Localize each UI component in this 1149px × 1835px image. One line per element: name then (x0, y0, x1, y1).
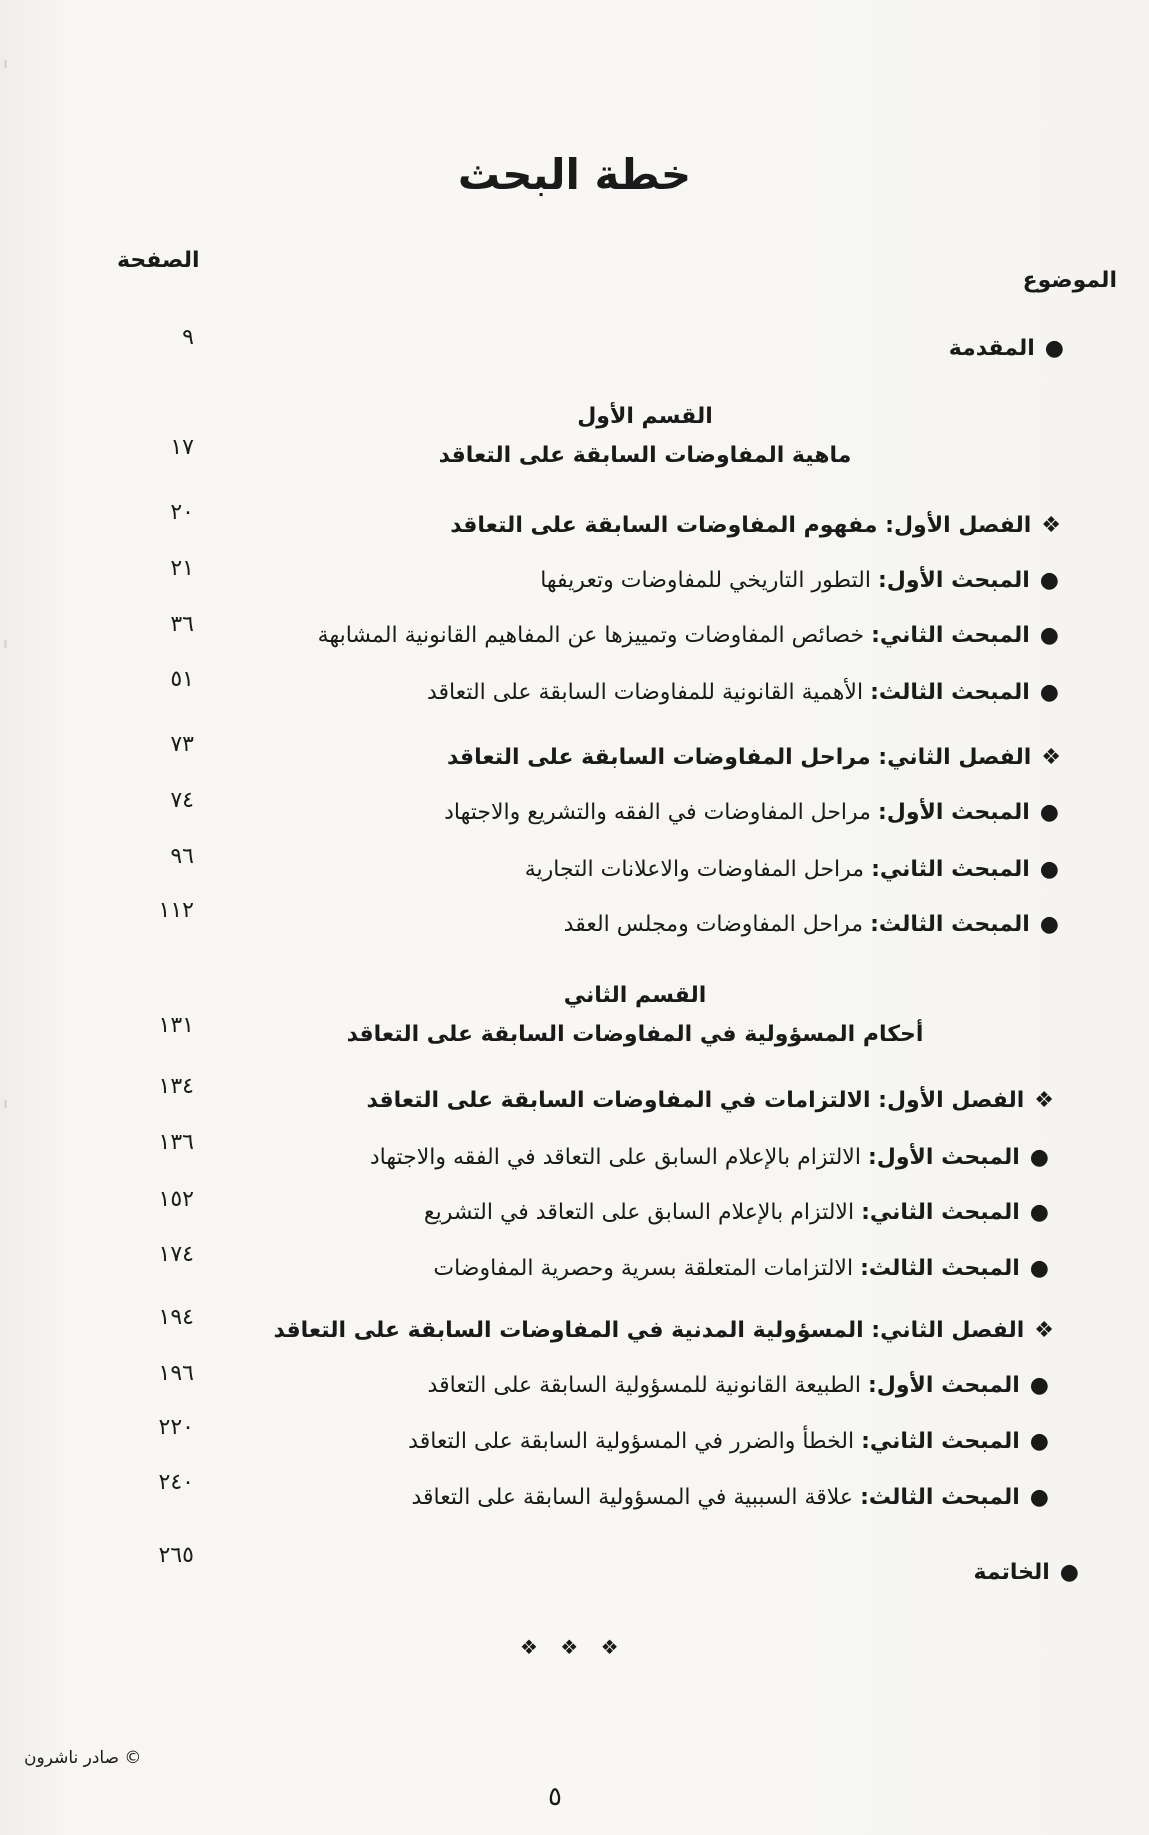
page-number: ٢٤٠ (158, 1470, 194, 1495)
bullet-icon: ● (1039, 623, 1059, 648)
section-title: الالتزام بالإعلام السابق على التعاقد في التشريع (423, 1200, 855, 1225)
page-number: ١٣٦ (158, 1130, 194, 1155)
bullet-icon: ● (1044, 336, 1064, 361)
section-label: المبحث الثاني: (871, 857, 1030, 882)
bullet-icon: ● (1029, 1256, 1049, 1281)
page-number: ٢٦٥ (158, 1543, 194, 1568)
chapter-title: مفهوم المفاوضات السابقة على التعاقد (450, 513, 878, 538)
toc-entry-section (444, 800, 1059, 825)
section-label: المبحث الأول: (877, 568, 1030, 593)
bullet-icon: ● (1029, 1429, 1049, 1454)
toc-entry-section (427, 680, 1059, 705)
section-title: خصائص المفاوضات وتمييزها عن المفاهيم القانونية المشابهة (317, 623, 865, 648)
toc-entry-section (525, 857, 1059, 882)
page-number: ٥١ (170, 667, 194, 692)
page-number: ١٣٤ (158, 1074, 194, 1099)
part-label: القسم الثاني (563, 983, 707, 1008)
chapter-label: الفصل الثاني: (878, 745, 1032, 770)
section-label: المبحث الثالث: (860, 1485, 1020, 1510)
bullet-icon: ● (1029, 1145, 1049, 1170)
edge-mark (4, 640, 7, 648)
page-number: ٧٤ (170, 788, 194, 813)
toc-entry-section (540, 568, 1059, 593)
section-title: مراحل المفاوضات والاعلانات التجارية (524, 857, 865, 882)
chapter-heading (274, 1318, 1055, 1343)
section-label: المبحث الثالث: (870, 912, 1030, 937)
toc-entry-label: المقدمة (948, 336, 1035, 361)
section-label: المبحث الأول: (867, 1373, 1020, 1398)
page-number: ٢٠ (170, 500, 194, 525)
ornament: ❖ ❖ ❖ (520, 1635, 627, 1659)
chapter-heading (450, 513, 1061, 538)
toc-entry-label: الخاتمة (973, 1560, 1050, 1585)
toc-entry-section (408, 1429, 1049, 1454)
toc-entry-section (318, 623, 1059, 648)
section-label: المبحث الأول: (867, 1145, 1020, 1170)
section-label: المبحث الثاني: (861, 1429, 1020, 1454)
copyright-notice: © صادر ناشرون (24, 1748, 142, 1768)
chapter-title: الالتزامات في المفاوضات السابقة على التعاقد (366, 1088, 871, 1113)
page-number: ١٧ (170, 435, 194, 460)
page-number: ٩٦ (170, 844, 194, 869)
page-number: ١٧٤ (158, 1242, 194, 1267)
page-number: ١٣١ (158, 1013, 194, 1038)
part-title: ماهية المفاوضات السابقة على التعاقد (438, 443, 852, 468)
section-title: مراحل المفاوضات في الفقه والتشريع والاجتهاد (444, 800, 871, 825)
page-number: ١٩٤ (158, 1305, 194, 1330)
edge-mark (4, 60, 7, 68)
page-number: ١٩٦ (158, 1361, 194, 1386)
section-title: الالتزامات المتعلقة بسرية وحصرية المفاوضات (433, 1256, 854, 1281)
section-label: المبحث الأول: (877, 800, 1030, 825)
section-title: مراحل المفاوضات ومجلس العقد (563, 912, 864, 937)
section-title: الالتزام بالإعلام السابق على التعاقد في الفقه والاجتهاد (369, 1145, 861, 1170)
toc-entry-section (564, 912, 1059, 937)
section-label: المبحث الثاني: (861, 1200, 1020, 1225)
column-header-page: الصفحة (117, 248, 200, 273)
toc-entry-section (411, 1485, 1049, 1510)
diamond-bullet-icon: ❖ (1041, 745, 1061, 770)
chapter-heading (447, 745, 1061, 770)
chapter-heading (366, 1088, 1054, 1113)
bullet-icon: ● (1059, 1560, 1079, 1585)
page-number: ١١٢ (158, 898, 194, 923)
toc-entry-section (424, 1200, 1049, 1225)
diamond-bullet-icon: ❖ (1034, 1088, 1054, 1113)
section-label: المبحث الثالث: (860, 1256, 1020, 1281)
bullet-icon: ● (1039, 568, 1059, 593)
section-title: التطور التاريخي للمفاوضات وتعريفها (540, 568, 871, 593)
part-title: أحكام المسؤولية في المفاوضات السابقة على التعاقد (346, 1022, 924, 1047)
section-label: المبحث الثاني: (871, 623, 1030, 648)
page-title: خطة البحث (457, 150, 692, 199)
bullet-icon: ● (1039, 857, 1059, 882)
section-label: المبحث الثالث: (870, 680, 1030, 705)
toc-entry-intro (949, 336, 1064, 361)
section-title: الأهمية القانونية للمفاوضات السابقة على التعاقد (426, 680, 864, 705)
chapter-label: الفصل الأول: (878, 1088, 1025, 1113)
edge-mark (4, 1100, 7, 1108)
page-number: ٣٦ (170, 612, 194, 637)
section-title: الخطأ والضرر في المسؤولية السابقة على التعاقد (408, 1429, 855, 1454)
bullet-icon: ● (1039, 680, 1059, 705)
bullet-icon: ● (1029, 1373, 1049, 1398)
part-label: القسم الأول (577, 404, 713, 429)
bullet-icon: ● (1029, 1200, 1049, 1225)
toc-entry-conclusion (974, 1560, 1079, 1585)
toc-entry-section (428, 1373, 1049, 1398)
page-number: ٧٣ (170, 732, 194, 757)
bullet-icon: ● (1029, 1485, 1049, 1510)
chapter-title: المسؤولية المدنية في المفاوضات السابقة على التعاقد (273, 1318, 864, 1343)
page-footer-number: ٥ (548, 1782, 562, 1812)
section-title: الطبيعة القانونية للمسؤولية السابقة على التعاقد (427, 1373, 861, 1398)
page-number: ٢١ (170, 556, 194, 581)
page-number: ١٥٢ (158, 1187, 194, 1212)
page-number: ٢٢٠ (158, 1415, 194, 1440)
section-title: علاقة السببية في المسؤولية السابقة على التعاقد (411, 1485, 854, 1510)
diamond-bullet-icon: ❖ (1034, 1318, 1054, 1343)
column-header-topic: الموضوع (1022, 268, 1117, 293)
page-number: ٩ (182, 325, 194, 350)
bullet-icon: ● (1039, 912, 1059, 937)
chapter-label: الفصل الثاني: (871, 1318, 1025, 1343)
chapter-title: مراحل المفاوضات السابقة على التعاقد (446, 745, 871, 770)
toc-entry-section (370, 1145, 1049, 1170)
chapter-label: الفصل الأول: (885, 513, 1032, 538)
diamond-bullet-icon: ❖ (1041, 513, 1061, 538)
toc-entry-section (433, 1256, 1049, 1281)
bullet-icon: ● (1039, 800, 1059, 825)
